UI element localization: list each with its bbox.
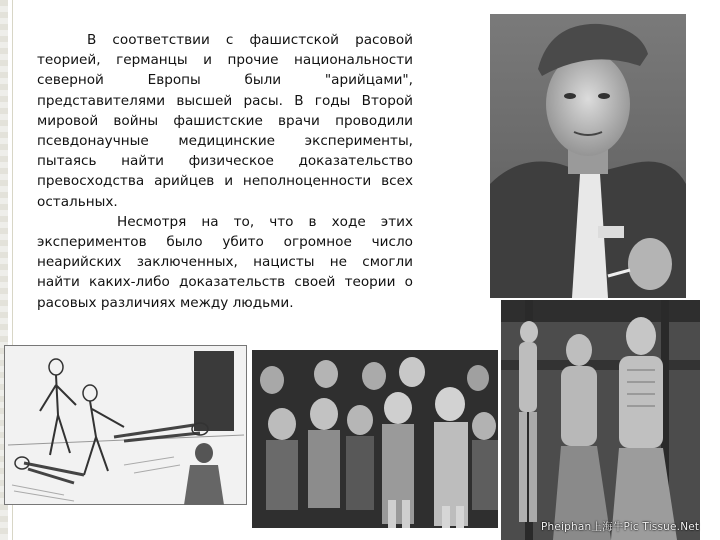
camp-sketch-drawing (4, 345, 247, 505)
paragraph-experiments-result: Несмотря на то, что в ходе этих экспериментов было убито огромное число неарийских заключенных, нацисты не смогли найти каких-либо доказательств своей теории о расовых различиях между людьми. (37, 213, 413, 311)
soldier-portrait-photo (490, 14, 686, 298)
children-group-photo (252, 350, 498, 528)
paragraph-racial-theory: В соответствии с фашистской расовой теорией, германцы и прочие национальности северной Европы были "арийцами", представителями высшей расы. В годы Второй мировой войны фашистские врачи проводили псевдонаучные медицинские эксперименты, пытаясь найти физическое доказательство превосходства арийцев и неполноценности всех остальных. (37, 32, 413, 210)
slide-body-text (37, 30, 413, 313)
emaciated-prisoners-photo (501, 300, 700, 540)
image-watermark: Pheiphan上海牛Pic Tissue.Net (541, 521, 700, 533)
